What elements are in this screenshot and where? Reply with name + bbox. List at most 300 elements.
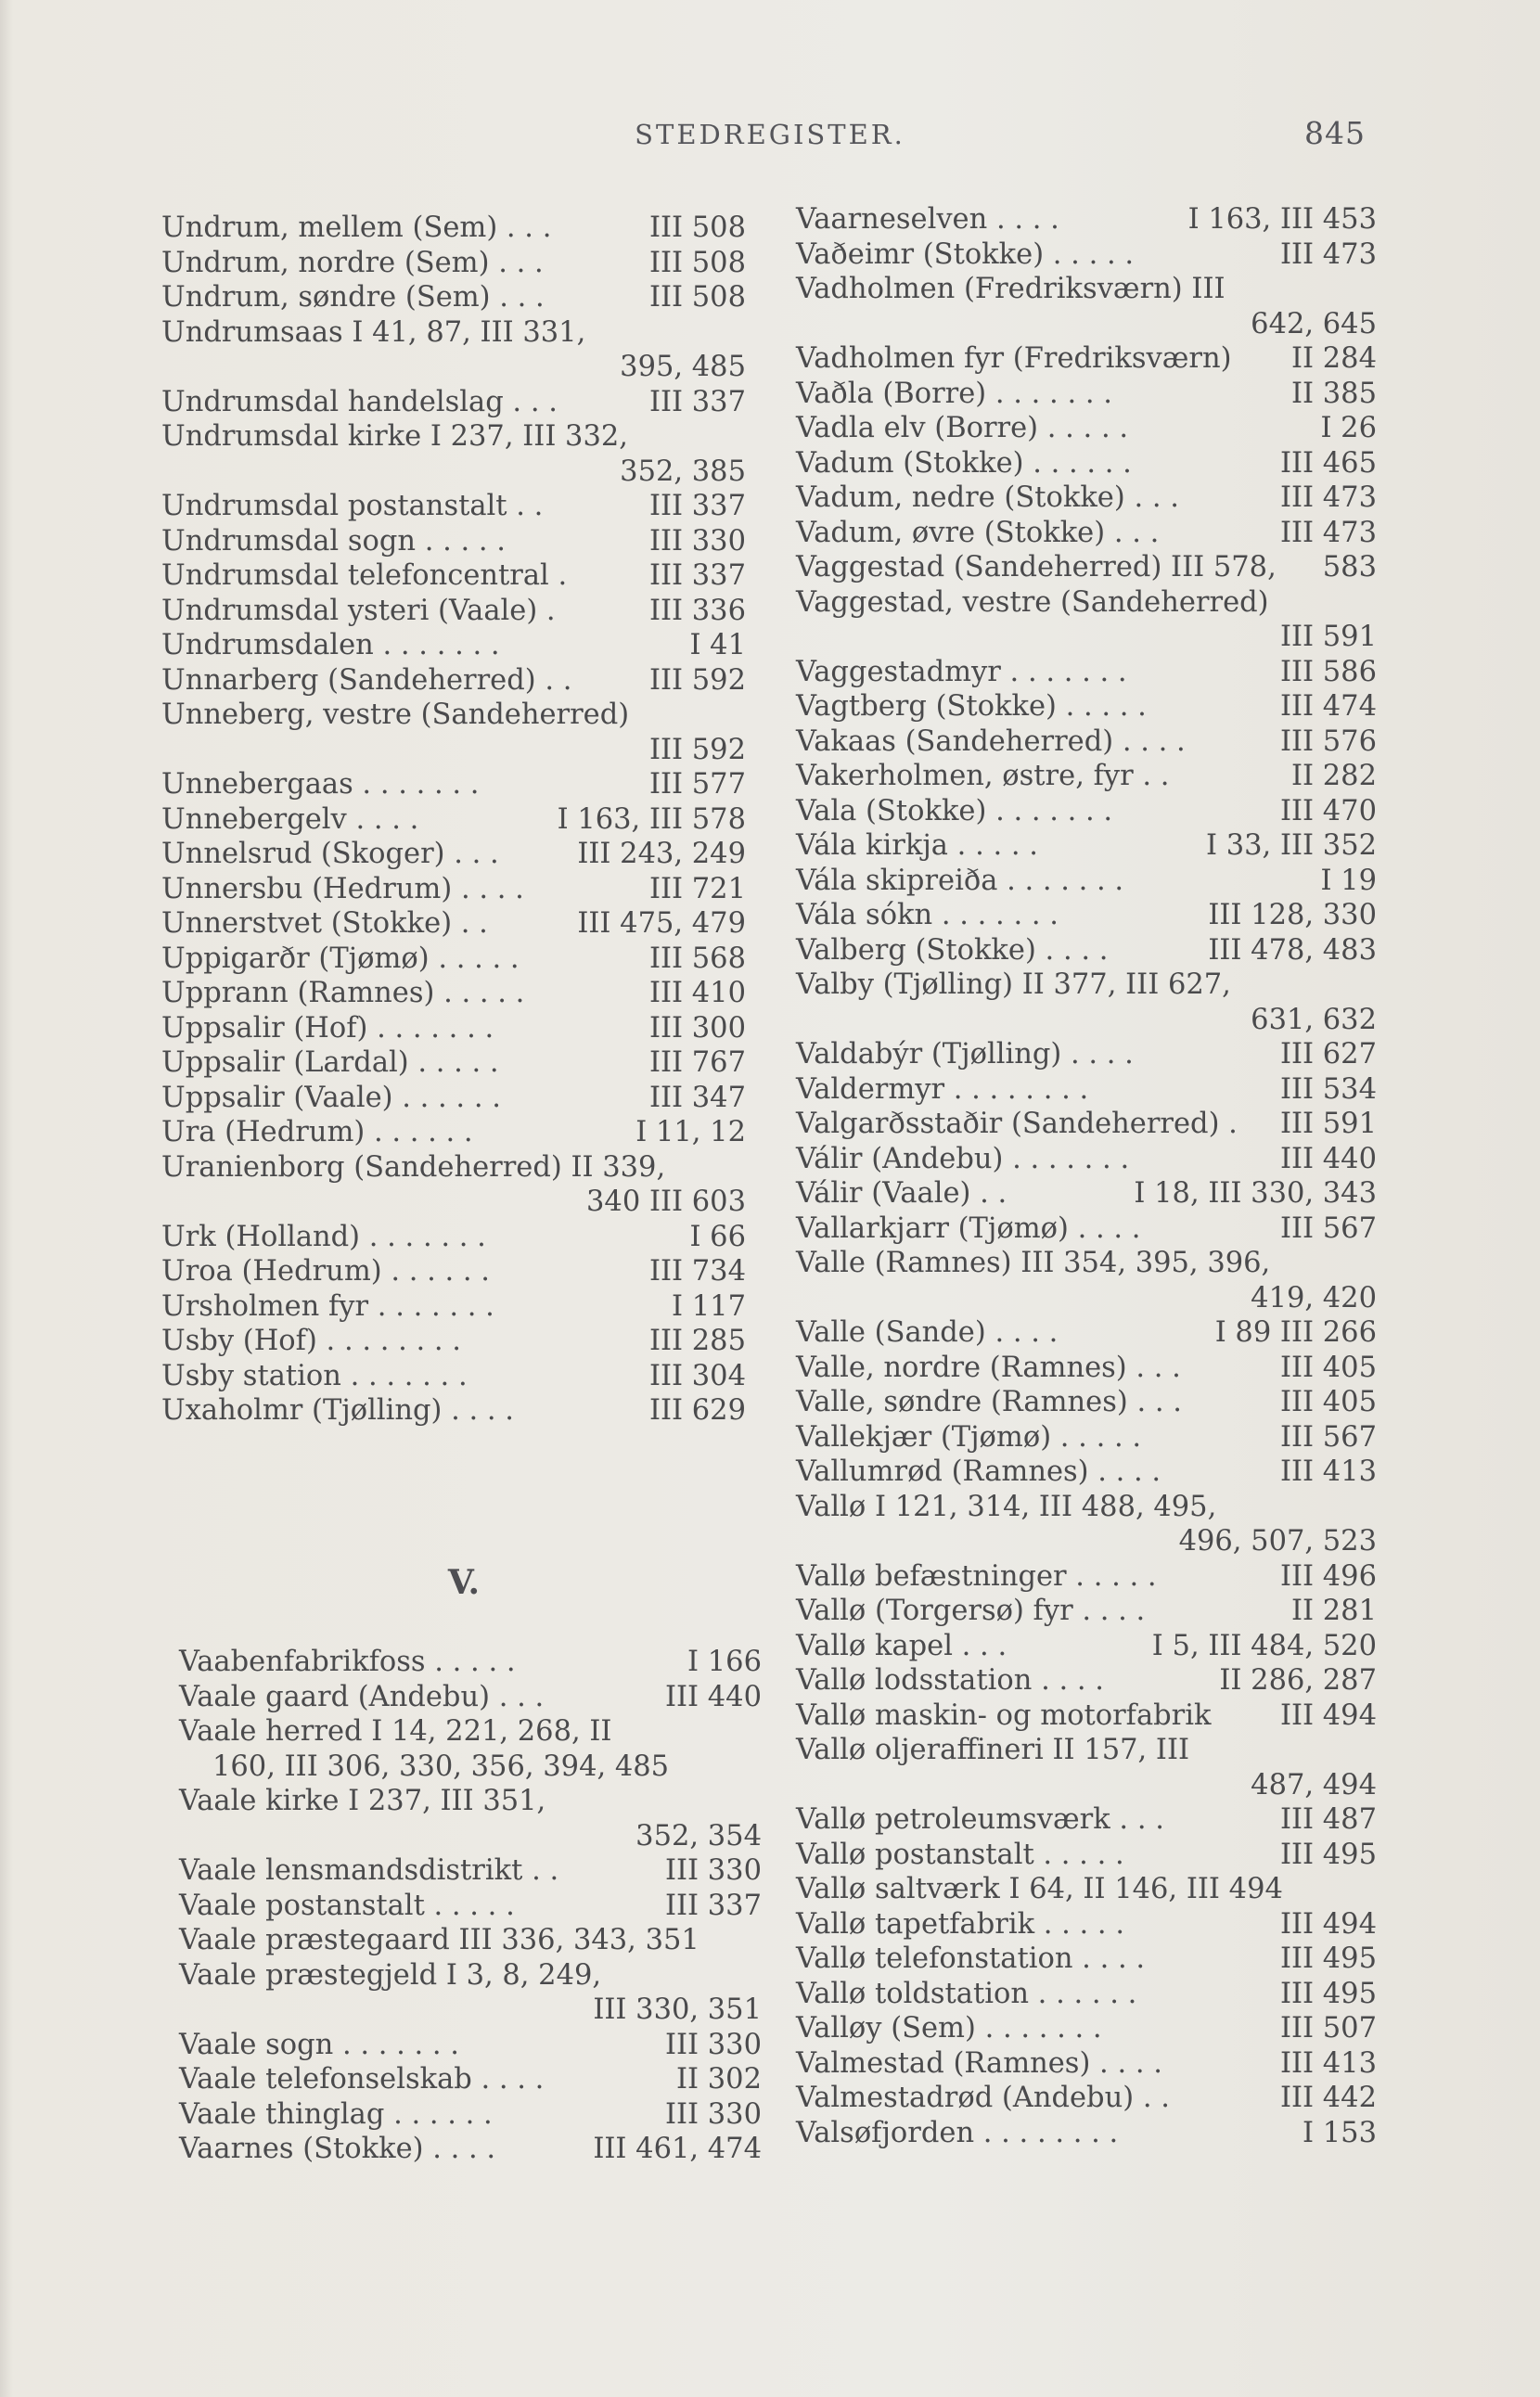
entry-text: Unnebergaas . . . . . . . [161,768,480,801]
index-entry-line [796,1872,1377,1907]
index-entry-line [161,802,746,838]
index-entry-line [796,2011,1377,2046]
entry-text: Unnebergelv . . . . [161,802,419,836]
index-entry [161,1359,746,1394]
index-entry-line [796,620,1377,655]
index-entry [161,1220,746,1255]
entry-text: Vála kirkja . . . . . [796,829,1038,862]
entry-reference: III 494 [1279,1907,1377,1941]
index-entry-line [179,2062,762,2097]
entry-text: Vaale præstegaard III 336, 343, 351 [179,1924,699,1956]
index-entry [796,481,1377,516]
entry-reference: III 413 [1279,1455,1377,1488]
entry-text: Vagtberg (Stokke) . . . . . [796,690,1147,723]
entry-reference: III 474 [1279,690,1377,723]
entry-text: Unnersbu (Hedrum) . . . . [161,872,524,905]
index-entry-line [161,1150,746,1186]
index-entry-line [179,1645,762,1680]
index-entry-line [796,377,1377,412]
entry-reference: III 300 [648,1011,746,1045]
entry-text: Undrum, søndre (Sem) . . . [161,281,545,314]
index-entry [796,1838,1377,1873]
entry-text: Undrumsaas I 41, 87, III 331, [161,315,586,349]
index-entry [161,1324,746,1359]
index-entry [796,1420,1377,1455]
index-entry [796,898,1377,933]
index-entry [796,1907,1377,1942]
index-entry-line [161,594,746,629]
index-entry [161,1045,746,1081]
entry-text: Vaðla (Borre) . . . . . . . [796,377,1112,410]
entry-reference: III 496 [1279,1559,1377,1593]
entry-text: Vallø lodsstation . . . . [796,1664,1104,1697]
entry-text: Vaale telefonselskab . . . . [179,2063,545,2096]
index-entry [179,2097,762,2133]
entry-reference: I 19 [1320,864,1377,897]
index-entry [796,1211,1377,1247]
index-entry-line [796,655,1377,690]
index-entry-line [796,1490,1377,1525]
entry-text: Uranienborg (Sandeherred) II 339, [161,1150,666,1184]
entry-text: Válir (Vaale) . . [796,1177,1007,1210]
entry-text: Vallø I 121, 314, III 488, 495, [796,1490,1217,1523]
index-entry [161,942,746,977]
index-entry-line [796,1142,1377,1177]
index-entry [796,828,1377,864]
index-entry [796,341,1377,377]
index-entry-line [796,1698,1377,1734]
entry-reference: III 337 [648,490,746,522]
entry-reference: III 734 [648,1255,746,1288]
index-entry [796,968,1377,1037]
entry-text: Vallarkjarr (Tjømø) . . . . [796,1211,1141,1245]
entry-text: Undrumsdal ysteri (Vaale) . [161,594,556,627]
index-entry [796,1942,1377,1977]
index-entry-line [179,1889,762,1924]
entry-text: Vallumrød (Ramnes) . . . . [796,1455,1161,1488]
index-entry-line [796,759,1377,794]
index-entry-line [796,2116,1377,2151]
index-entry-line [796,828,1377,864]
entry-reference: III 592 [648,663,746,697]
entry-text: Vallø toldstation . . . . . . [796,1977,1137,2010]
entry-reference: III 508 [648,246,746,279]
index-entry [161,663,746,699]
index-entry [161,872,746,907]
entry-reference: III 629 [648,1394,746,1427]
index-entry-line [796,446,1377,481]
index-entry [179,1958,762,2028]
index-entry [796,2046,1377,2082]
index-entry [796,759,1377,794]
index-entry [179,1923,762,1958]
entry-text: Undrumsdal kirke I 237, III 332, [161,420,628,453]
entry-reference: III 330 [664,1854,762,1887]
index-entry [796,585,1377,655]
entry-reference: III 330 [664,2097,762,2131]
index-entry-line [161,385,746,420]
entry-reference: III 591 [1279,621,1377,653]
index-entry-line [161,733,746,768]
index-entry [796,1385,1377,1420]
index-entry [796,689,1377,724]
index-entry [161,1393,746,1429]
index-entry [796,1107,1377,1142]
index-entry [161,419,746,489]
entry-text: Vaabenfabrikfoss . . . . . [179,1646,516,1678]
entry-text: Vadholmen (Fredriksværn) III [796,273,1226,305]
entry-reference: III 478, 483 [1208,933,1377,967]
index-entry-line [161,906,746,942]
entry-reference: I 166 [687,1646,762,1678]
entry-reference: III 405 [1279,1386,1377,1418]
index-entry-line [179,1750,762,1785]
index-entry [796,1977,1377,2012]
index-entry-line [161,767,746,802]
entry-text: Ursholmen fyr . . . . . . . [161,1289,494,1323]
entry-reference: I 153 [1303,2116,1377,2149]
entry-text: Vallø maskin- og motorfabrik [796,1698,1212,1732]
index-entry-line [161,489,746,524]
entry-text: Valsøfjorden . . . . . . . . [796,2116,1119,2149]
index-entry-line [796,516,1377,551]
index-entry [796,1872,1377,1907]
entry-text: Vallø oljeraffineri II 157, III [796,1734,1190,1766]
index-entry [796,655,1377,690]
entry-reference: III 442 [1279,2082,1377,2114]
index-entry [796,1072,1377,1108]
index-entry-line [179,1853,762,1889]
index-entry [179,1784,762,1853]
index-entry-line [179,1819,762,1854]
entry-text: Valmestadrød (Andebu) . . [796,2082,1170,2114]
entry-reference: III 576 [1279,724,1377,758]
entry-reference: I 163, III 578 [557,802,746,836]
index-entry [179,1680,762,1715]
entry-reference: III 461, 474 [593,2133,762,2165]
index-entry [796,2116,1377,2151]
index-entry [796,1559,1377,1595]
entry-reference: 487, 494 [1251,1768,1377,1801]
entry-reference: II 282 [1290,760,1377,792]
index-entry [179,1889,762,1924]
entry-reference: I 26 [1320,412,1377,444]
page-header [0,115,1540,156]
index-entry [161,246,746,281]
index-entry [161,558,746,594]
index-entry-line [796,1838,1377,1873]
index-entry-line [796,933,1377,968]
entry-text: Vaale postanstalt . . . . . [179,1889,515,1922]
index-entry-line [796,341,1377,377]
index-entry [796,411,1377,446]
entry-reference: III 495 [1279,1838,1377,1871]
entry-text: Vaale thinglag . . . . . . [179,2097,493,2131]
entry-reference: III 627 [1279,1038,1377,1070]
entry-reference: III 470 [1279,794,1377,827]
entry-text: Vakaas (Sandeherred) . . . . [796,724,1186,758]
entry-text: Valby (Tjølling) II 377, III 627, [796,968,1231,1001]
entry-text: Vallø petroleumsværk . . . [796,1803,1164,1836]
entry-text: Valdabýr (Tjølling) . . . . [796,1038,1134,1070]
entry-reference: III 508 [648,281,746,314]
entry-reference: III 336 [648,594,746,627]
index-entry [796,1663,1377,1698]
index-entry [796,864,1377,899]
index-entry [161,837,746,872]
entry-reference: III 591 [1279,1108,1377,1140]
page-number: 845 [1304,115,1366,151]
index-entry-line [796,1072,1377,1108]
entry-text: 160, III 306, 330, 356, 394, 485 [212,1750,670,1783]
index-entry [796,1802,1377,1838]
entry-text: Valdermyr . . . . . . . . [796,1072,1089,1106]
index-entry-line [161,1359,746,1394]
entry-text: Undrum, mellem (Sem) . . . [161,212,552,244]
index-entry-line [161,976,746,1011]
index-entry [161,489,746,524]
index-entry [161,280,746,315]
entry-text: Vála sókn . . . . . . . [796,899,1059,931]
index-entry-line [161,315,746,351]
index-entry [161,698,746,767]
entry-text: Vaggestadmyr . . . . . . . [796,655,1127,688]
index-entry [796,1246,1377,1315]
index-entry-line [796,1524,1377,1559]
index-entry-line [796,1802,1377,1838]
entry-text: Valle, nordre (Ramnes) . . . [796,1351,1181,1384]
entry-reference: I 11, 12 [635,1116,746,1148]
index-entry-line [796,1977,1377,2012]
index-entry [161,385,746,420]
index-entry-line [796,1455,1377,1490]
index-entry [179,1853,762,1889]
entry-reference: III 473 [1279,481,1377,514]
entry-reference: III 767 [648,1046,746,1079]
entry-text: Valberg (Stokke) . . . . [796,933,1109,967]
index-entry [161,906,746,942]
entry-reference: III 440 [1279,1142,1377,1175]
entry-text: Vaale herred I 14, 221, 268, II [179,1715,612,1748]
entry-reference: III 440 [664,1680,762,1713]
index-entry [796,516,1377,551]
index-entry [796,1455,1377,1490]
index-entry [161,1254,746,1289]
index-entry [796,1351,1377,1386]
entry-text: Upprann (Ramnes) . . . . . [161,977,525,1009]
entry-reference: 631, 632 [1251,1003,1377,1036]
entry-reference: 395, 485 [620,351,746,383]
entry-reference: III 567 [1279,1211,1377,1245]
index-entry-line [161,1220,746,1255]
index-entry [796,272,1377,341]
index-entry [161,1150,746,1220]
index-entry-line [161,1115,746,1150]
entry-reference: I 41 [689,629,746,661]
entry-text: Valle, søndre (Ramnes) . . . [796,1386,1182,1418]
index-entry-line [161,1185,746,1220]
entry-text: Vaale lensmandsdistrikt . . [179,1854,559,1887]
index-entry [179,2062,762,2097]
entry-text: Vadum, nedre (Stokke) . . . [796,481,1179,514]
entry-text: Uppsalir (Hof) . . . . . . . [161,1011,494,1045]
index-entry [161,315,746,385]
index-entry [161,1081,746,1116]
index-entry-line [161,1045,746,1081]
index-entry [796,1733,1377,1802]
entry-text: Vála skipreiða . . . . . . . [796,864,1124,897]
entry-reference: III 592 [648,733,746,766]
entry-reference: III 495 [1279,1977,1377,2010]
entry-reference: 352, 385 [620,455,746,488]
entry-reference: III 330, 351 [593,1993,762,2026]
entry-text: Undrumsdalen . . . . . . . [161,629,500,661]
entry-reference: 496, 507, 523 [1178,1525,1377,1557]
index-entry-line [796,2081,1377,2116]
index-entry-line [161,211,746,246]
entry-text: Valle (Ramnes) III 354, 395, 396, [796,1247,1271,1279]
entry-text: Usby (Hof) . . . . . . . . [161,1325,461,1357]
index-entry [796,794,1377,829]
entry-text: Unnarberg (Sandeherred) . . [161,663,572,697]
index-entry-line [796,585,1377,621]
entry-reference: I 18, III 330, 343 [1134,1177,1377,1210]
index-entry [161,211,746,246]
index-entry-line [796,1663,1377,1698]
index-entry [161,594,746,629]
entry-text: Vadum, øvre (Stokke) . . . [796,516,1160,549]
entry-text: Vallø befæstninger . . . . . [796,1559,1157,1593]
entry-text: Vaarneselven . . . . [796,203,1059,236]
entry-reference: 340 III 603 [586,1186,746,1218]
entry-text: Undrumsdal sogn . . . . . [161,524,506,558]
entry-text: Vallø postanstalt . . . . . [796,1838,1124,1871]
index-entry-line [796,1315,1377,1351]
entry-reference: 642, 645 [1251,307,1377,340]
index-column-right-v [796,202,1377,2150]
entry-reference: II 281 [1290,1595,1377,1627]
entry-reference: 352, 354 [635,1819,762,1852]
index-entry-line [796,794,1377,829]
entry-text: Vallø (Torgersø) fyr . . . . [796,1595,1146,1627]
index-entry [161,524,746,559]
index-entry-line [161,698,746,733]
entry-reference: III 577 [648,768,746,801]
entry-reference: III 721 [648,872,746,905]
index-entry-line [796,1629,1377,1664]
entry-reference: III 586 [1279,655,1377,688]
index-entry-line [796,1907,1377,1942]
entry-text: Vallø tapetfabrik . . . . . [796,1907,1125,1941]
index-entry [796,377,1377,412]
entry-text: Undrumsdal telefoncentral . [161,559,568,592]
index-entry-line [796,1281,1377,1316]
index-entry-line [796,689,1377,724]
index-entry-line [796,237,1377,273]
index-entry-line [161,350,746,385]
entry-reference: III 494 [1279,1698,1377,1732]
index-entry [796,2011,1377,2046]
index-entry [796,1142,1377,1177]
entry-text: Vaale sogn . . . . . . . [179,2028,460,2061]
index-entry [179,1645,762,1680]
index-entry-line [796,202,1377,237]
index-entry-line [796,550,1377,585]
entry-text: Undrumsdal handelslag . . . [161,385,558,418]
index-entry-line [796,481,1377,516]
index-entry [796,1176,1377,1211]
index-entry-line [796,1768,1377,1803]
entry-reference: III 567 [1279,1420,1377,1454]
entry-text: Vaale præstegjeld I 3, 8, 249, [179,1958,602,1992]
entry-reference: II 284 [1290,342,1377,375]
entry-text: Vaggestad, vestre (Sandeherred) [796,585,1269,619]
entry-text: Unnerstvet (Stokke) . . [161,907,488,940]
index-entry-line [796,307,1377,342]
index-column-left-u [161,211,746,1429]
entry-text: Vallekjær (Tjømø) . . . . . [796,1420,1142,1454]
index-entry-line [161,558,746,594]
index-entry-line [161,628,746,663]
index-entry-line [179,1958,762,1993]
index-entry-line [179,1993,762,2028]
entry-reference: III 330 [664,2028,762,2061]
entry-reference: II 385 [1290,377,1377,410]
index-entry-line [161,1254,746,1289]
running-title: STEDREGISTER. [635,119,905,150]
entry-reference: III 475, 479 [577,907,746,940]
entry-text: Undrumsdal postanstalt . . [161,490,544,522]
entry-text: Urk (Holland) . . . . . . . [161,1220,486,1253]
entry-reference: III 473 [1279,237,1377,271]
index-entry-line [796,2046,1377,2082]
index-entry [796,550,1377,585]
entry-reference: III 337 [664,1889,762,1922]
entry-text: Usby station . . . . . . . [161,1359,468,1392]
entry-reference: III 507 [1279,2012,1377,2045]
entry-text: Vallø kapel . . . [796,1629,1007,1662]
entry-text: Valgarðsstaðir (Sandeherred) . [796,1108,1238,1140]
index-entry-line [796,724,1377,760]
index-entry-line [161,872,746,907]
index-entry [796,2081,1377,2116]
index-entry-line [796,1733,1377,1768]
entry-reference: III 495 [1279,1942,1377,1975]
entry-reference: III 413 [1279,2046,1377,2080]
index-entry [796,724,1377,760]
index-entry [796,1490,1377,1559]
entry-text: Válir (Andebu) . . . . . . . [796,1142,1130,1175]
index-entry-line [161,455,746,490]
entry-reference: III 304 [648,1359,746,1392]
index-entry [161,1115,746,1150]
index-entry-line [161,1324,746,1359]
index-entry [179,2132,762,2167]
index-entry-line [161,942,746,977]
entry-reference: III 473 [1279,516,1377,549]
entry-text: Unneberg, vestre (Sandeherred) [161,699,630,731]
entry-reference: III 347 [648,1081,746,1114]
index-entry-line [161,246,746,281]
index-entry-line [161,524,746,559]
entry-text: Uroa (Hedrum) . . . . . . [161,1255,490,1288]
entry-text: Vallø saltværk I 64, II 146, III 494 [796,1873,1283,1905]
entry-reference: III 508 [648,212,746,244]
index-entry-line [796,1003,1377,1038]
entry-reference: III 337 [648,385,746,418]
index-entry [161,628,746,663]
entry-reference: III 243, 249 [577,838,746,870]
